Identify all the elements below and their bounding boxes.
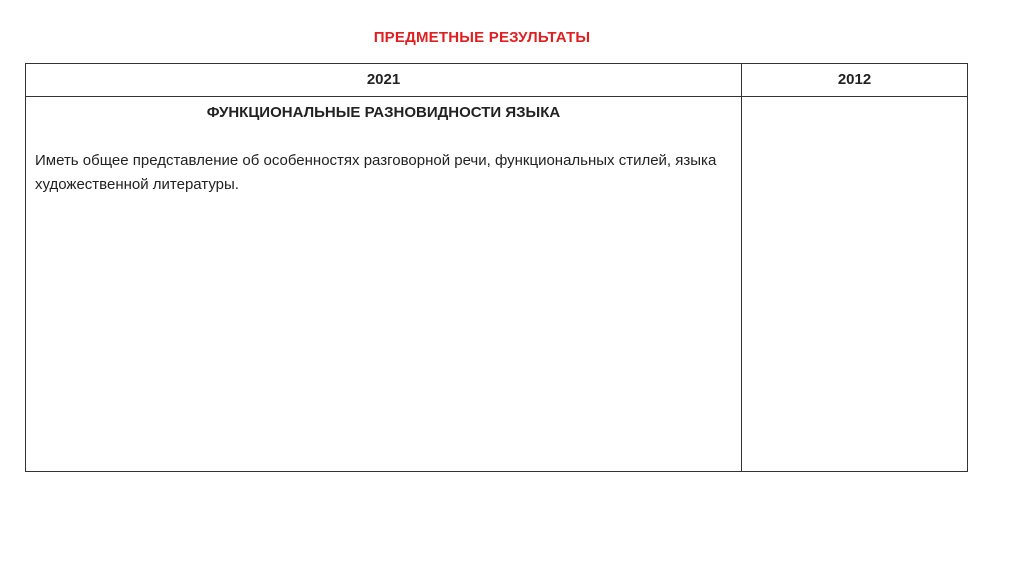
column-header-2012: 2012 xyxy=(837,71,872,88)
section-heading: ФУНКЦИОНАЛЬНЫЕ РАЗНОВИДНОСТИ ЯЗЫКА xyxy=(206,104,561,121)
table-cell-2021 xyxy=(26,97,741,471)
table-header-row xyxy=(26,64,967,97)
slide-title: ПРЕДМЕТНЫЕ РЕЗУЛЬТАТЫ xyxy=(373,29,591,46)
section-text: Иметь общее представление об особенностях разговорной речи, функциональных стилей, языка художественной литературы. xyxy=(35,152,717,193)
column-header-2021: 2021 xyxy=(366,71,401,88)
comparison-table xyxy=(25,63,968,472)
table-cell-2012 xyxy=(742,97,967,471)
